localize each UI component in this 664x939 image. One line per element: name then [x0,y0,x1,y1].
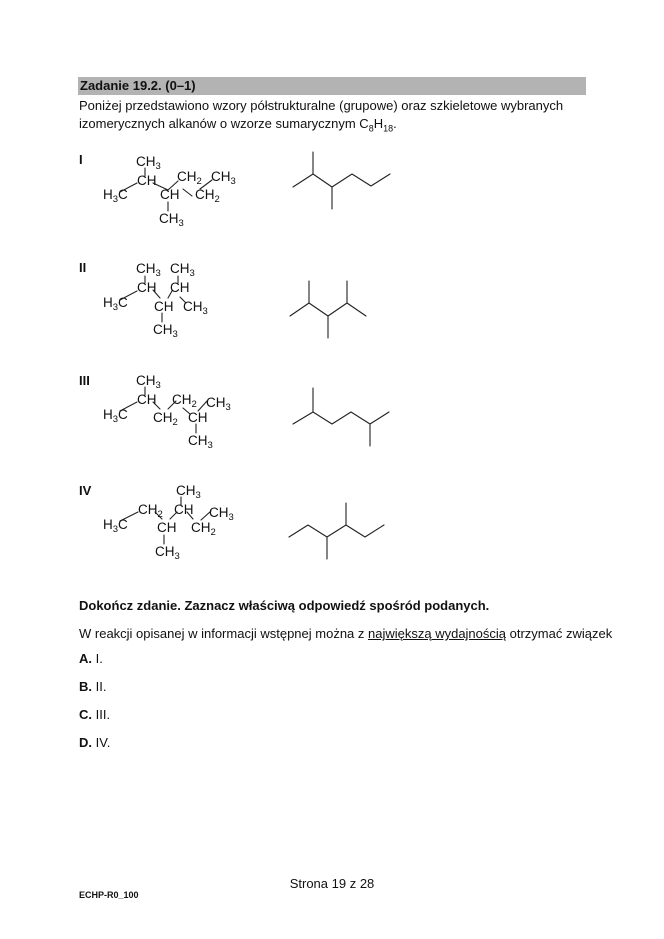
answer-option-c[interactable]: C. III. [79,707,111,722]
group-ch: CH [137,392,157,407]
group-ch2: $CH_2$ [172,392,197,410]
group-ch3: $CH_3$ [170,261,195,279]
group-h3c: $H_3C$ [103,407,128,425]
group-ch: CH [174,502,194,517]
group-ch3: $CH_3$ [153,322,178,340]
group-ch: CH [160,187,180,202]
group-ch3: $CH_3$ [155,544,180,562]
group-ch2: $CH_2$ [177,169,202,187]
answer-option-a[interactable]: A. I. [79,651,103,666]
group-ch3: $CH_3$ [211,169,236,187]
page-number: Strona 19 z 28 [289,876,375,891]
compound-label-2: II [79,260,87,275]
intro-line-1: Poniżej przedstawiono wzory półstrukturalne (grupowe) oraz szkieletowe wybranych [79,98,564,113]
group-ch3: $CH_3$ [188,433,213,451]
group-ch3: $CH_3$ [176,483,201,501]
group-ch3: $CH_3$ [206,395,231,413]
task-title: Zadanie 19.2. (0–1) [78,77,586,95]
compound-label-1: I [79,152,83,167]
group-ch2: $CH_2$ [153,410,178,428]
answer-option-b[interactable]: B. II. [79,679,107,694]
group-ch: CH [170,280,190,295]
question-text: W reakcji opisanej w informacji wstępnej można z największą wydajnością otrzymać związek [79,626,613,641]
group-ch3: $CH_3$ [136,373,161,391]
group-h3c: $H_3C$ [103,517,128,535]
question-emphasis: największą wydajnością [368,626,507,641]
answer-option-d[interactable]: D. IV. [79,735,111,750]
group-h3c: $H_3C$ [103,187,128,205]
group-ch2: $CH_2$ [195,187,220,205]
group-ch3: $CH_3$ [136,154,161,172]
group-h3c: $H_3C$ [103,295,128,313]
compound-label-4: IV [79,483,92,498]
group-ch3: $CH_3$ [159,211,184,229]
intro-line-2: izomerycznych alkanów o wzorze sumarycznym $C_8H_{18}$. [79,116,397,134]
group-ch: CH [137,280,157,295]
compound-label-3: III [79,373,90,388]
instruction-text: Dokończ zdanie. Zaznacz właściwą odpowiedź spośród podanych. [79,598,490,613]
exam-code: ECHP-R0_100 [79,890,139,900]
group-ch: CH [154,299,174,314]
group-ch2: $CH_2$ [138,502,163,520]
group-ch3: $CH_3$ [183,299,208,317]
group-ch3: $CH_3$ [209,505,234,523]
group-ch: CH [157,520,177,535]
group-ch: CH [137,173,157,188]
group-ch2: $CH_2$ [191,520,216,538]
group-ch3: $CH_3$ [136,261,161,279]
group-ch: CH [188,410,208,425]
